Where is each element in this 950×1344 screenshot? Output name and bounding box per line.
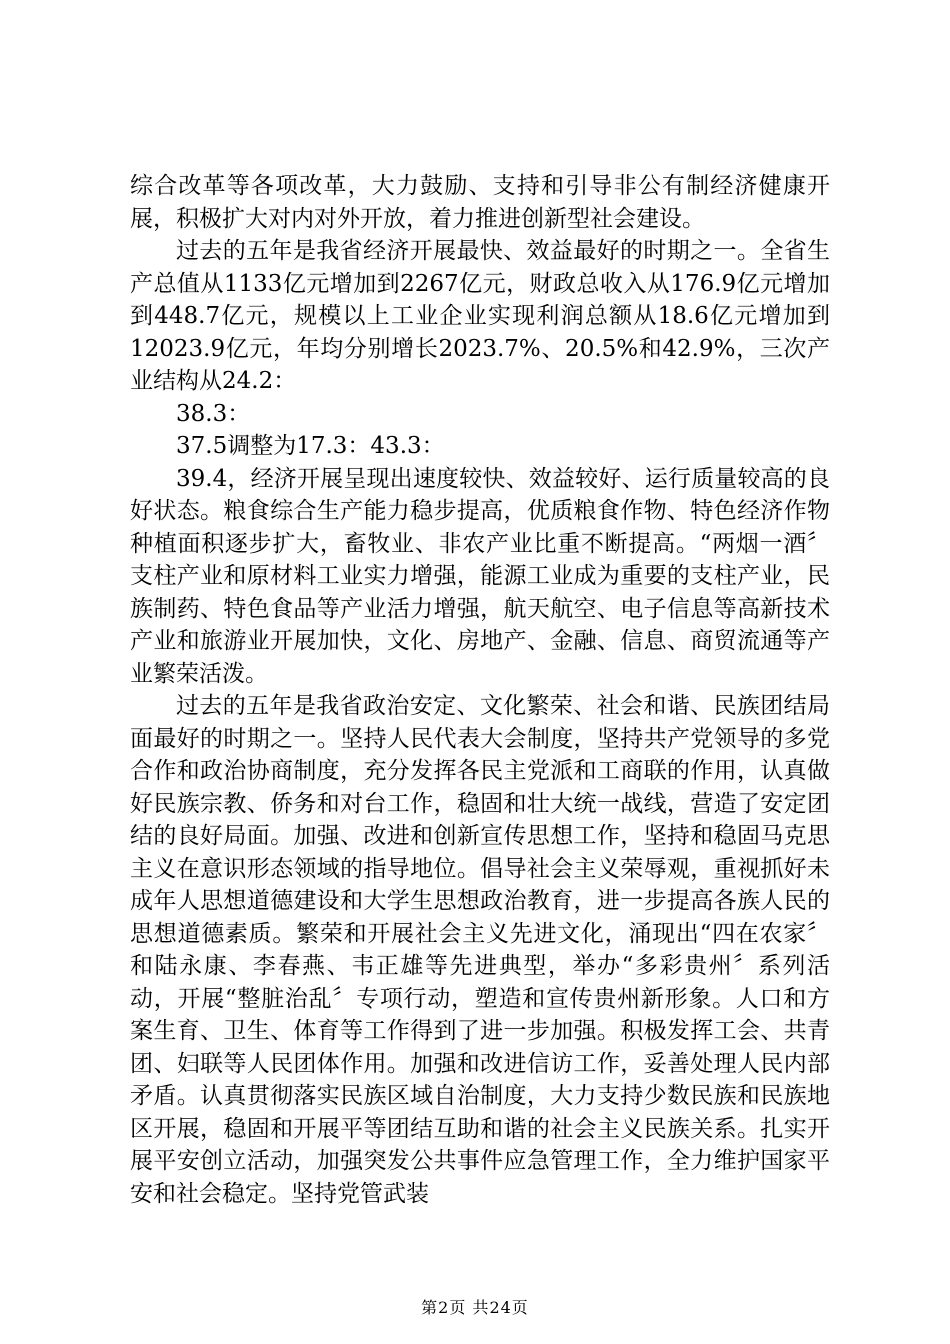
paragraph-ratio-1: 38.3： <box>176 400 251 427</box>
paragraph-industry: 39.4，经济开展呈现出速度较快、效益较好、运行质量较高的良好状态。粮食综合生产能力稳步提高，优质粮食作物、特色经济作物种植面积逐步扩大，畜牧业、非农产业比重不断提高。“两烟一酒〞支柱产业和原材料工业实力增强，能源工业成为重要的支柱产业，民族制药、特色食品等产业活力增强，航天航空、电子信息等高新技术产业和旅游业开展加快，文化、房地产、金融、信息、商贸流通等产业繁荣活泼。 <box>130 465 830 687</box>
paragraph-economy: 过去的五年是我省经济开展最快、效益最好的时期之一。全省生产总值从1133亿元增加到2267亿元，财政总收入从176.9亿元增加到448.7亿元，规模以上工业企业实现利润总额从18.6亿元增加到12023.9亿元，年均分别增长2023.7%、20.5%和42.9%，三次产业结构从24.2： <box>130 238 830 394</box>
document-body <box>130 170 830 1210</box>
paragraph-continued: 综合改革等各项改革，大力鼓励、支持和引导非公有制经济健康开展，积极扩大对内对外开放，着力推进创新型社会建设。 <box>130 173 830 232</box>
page-footer: 第2页 共24页 <box>421 1298 529 1317</box>
paragraph-ratio-2: 37.5调整为17.3：43.3： <box>176 433 445 459</box>
paragraph-politics: 过去的五年是我省政治安定、文化繁荣、社会和谐、民族团结局面最好的时期之一。坚持人民代表大会制度，坚持共产党领导的多党合作和政治协商制度，充分发挥各民主党派和工商联的作用，认真做好民族宗教、侨务和对台工作，稳固和壮大统一战线，营造了安定团结的良好局面。加强、改进和创新宣传思想工作，坚持和稳固马克思主义在意识形态领域的指导地位。倡导社会主义荣辱观，重视抓好未成年人思想道德建设和大学生思想政治教育，进一步提高各族人民的思想道德素质。繁荣和开展社会主义先进文化，涌现出“四在农家〞和陆永康、李春燕、韦正雄等先进典型，举办“多彩贵州〞系列活动，开展“整脏治乱〞专项行动，塑造和宣传贵州新形象。人口和方案生育、卫生、体育等工作得到了进一步加强。积极发挥工会、共青团、妇联等人民团体作用。加强和改进信访工作，妥善处理人民内部矛盾。认真贯彻落实民族区域自治制度，大力支持少数民族和民族地区开展，稳固和开展平等团结互助和谐的社会主义民族关系。扎实开展平安创立活动，加强突发公共事件应急管理工作，全力维护国家平安和社会稳定。坚持党管武装 <box>130 693 830 1207</box>
